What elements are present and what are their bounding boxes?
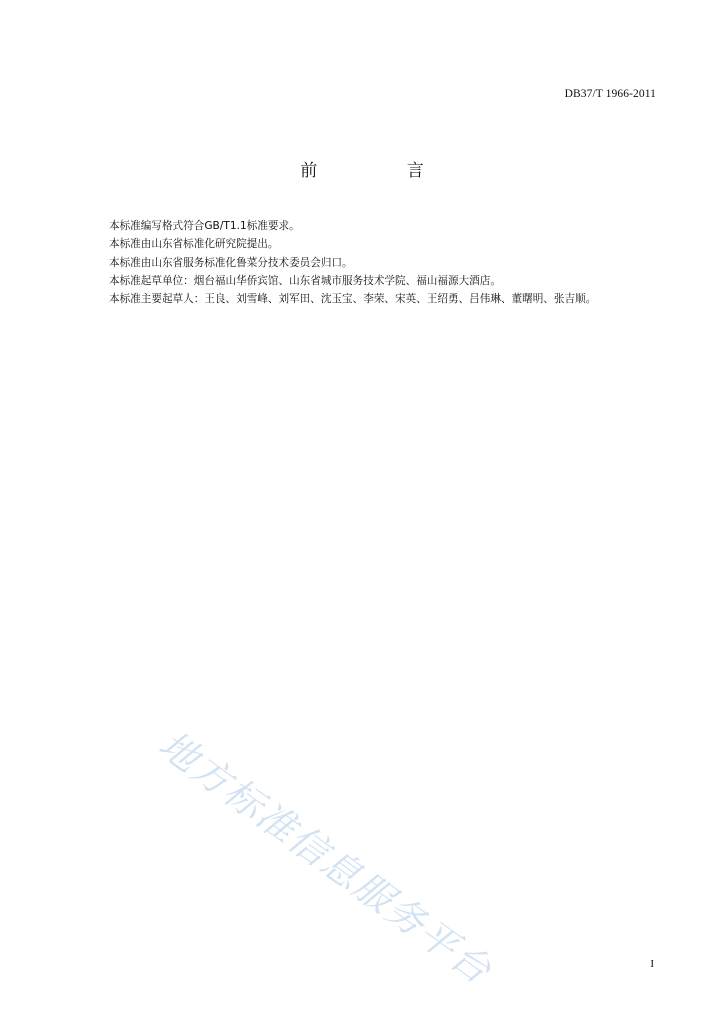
watermark: 地方标准信息服务平台 [150, 722, 501, 994]
foreword-body [88, 217, 658, 308]
paragraph-format-requirement: 本标准编写格式符合GB/T1.1标准要求。 [109, 220, 300, 232]
paragraph-drafters: 本标准主要起草人：王良、刘雪峰、刘军田、沈玉宝、李荣、宋英、王绍勇、吕伟琳、董曙明、张吉顺。 [109, 293, 597, 306]
page-number: I [650, 958, 654, 970]
page-title: 前 言 [300, 161, 466, 181]
paragraph-administrator: 本标准由山东省服务标准化鲁菜分技术委员会归口。 [109, 256, 353, 269]
paragraph-proposer: 本标准由山东省标准化研究院提出。 [109, 238, 279, 251]
document-code: DB37/T 1966-2011 [564, 88, 656, 100]
paragraph-drafting-units: 本标准起草单位：烟台福山华侨宾馆、山东省城市服务技术学院、福山福源大酒店。 [109, 274, 501, 287]
